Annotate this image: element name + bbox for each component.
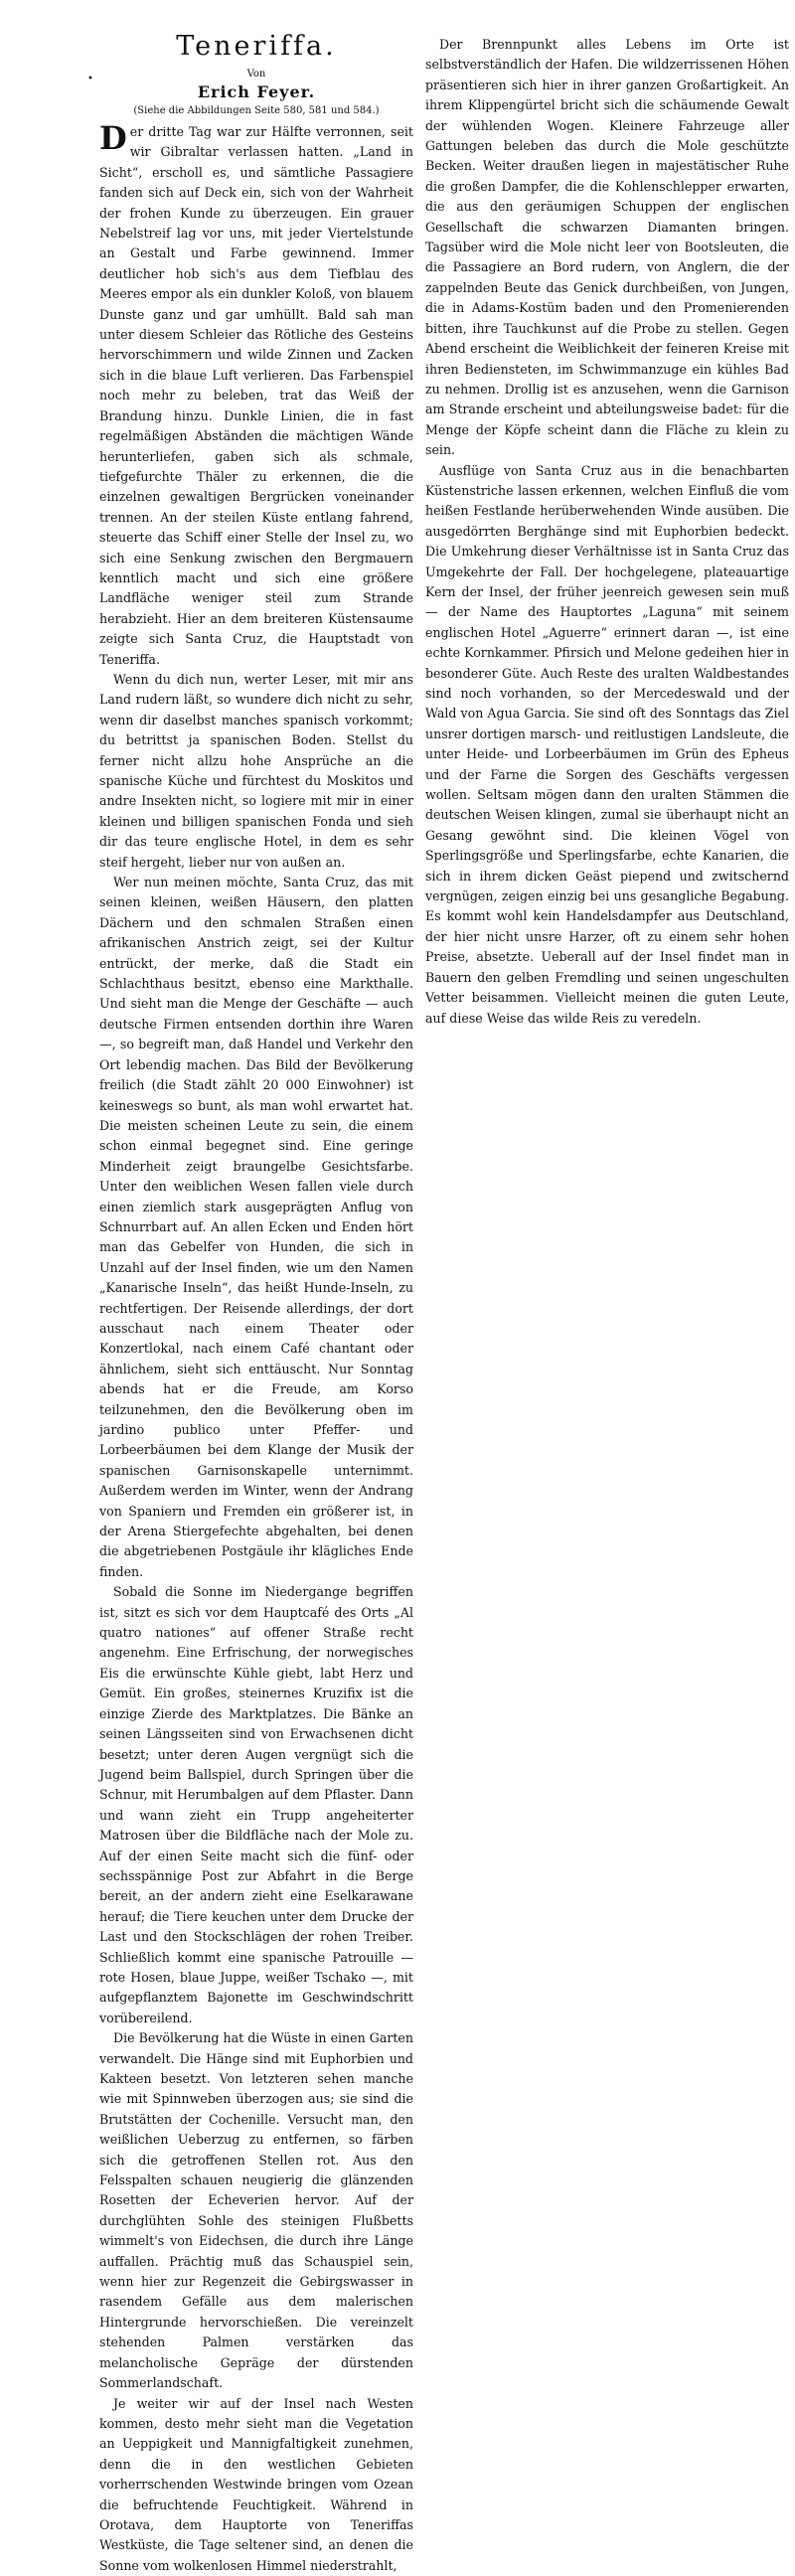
- figure-note: (Siehe die Abbildungen Seite 580, 581 und 584.): [99, 102, 413, 120]
- paragraph: [99, 2394, 413, 2576]
- paragraph-text: Je weiter wir auf der Insel nach Westen kommen, desto mehr sieht man die Vegetation an Ueppigkeit und Mannigfaltigkeit zunehmen, denn die in den westlichen Gebieten vorherrschenden Westwinde bringen vom Ozean die befruchtende Feuchtigkeit. Während in Orotava, dem Hauptorte von Teneriffas Westküste, die Tage seltener sind, an denen die Sonne vom wolkenlosen Himmel niederstrahlt,: [99, 2396, 413, 2573]
- paragraph: [425, 461, 789, 1029]
- left-column-body: [99, 122, 413, 2576]
- paragraph: [425, 35, 789, 461]
- article-author: Erich Feyer.: [99, 82, 413, 102]
- paragraph-text: Die Bevölkerung hat die Wüste in einen Garten verwandelt. Die Hänge sind mit Euphorbien und Kakteen besetzt. Von letzteren sehen manche wie mit Spinnweben überzogen aus; sie sind die Brutstätten der Cochenille. Versucht man, den weißlichen Ueberzug zu entfernen, so färben sich die getroffenen Stellen rot. Aus den Felsspalten schauen neugierig die glänzenden Rosetten der Echeverien hervor. Auf der durchglühten Sohle des steinigen Flußbetts wimmelt's von Eidechsen, die durch ihre Länge auffallen. Prächtig muß das Schauspiel sein, wenn hier zur Regenzeit die Gebirgswasser in rasendem Gefälle aus dem malerischen Hintergrunde hervorschießen. Die vereinzelt stehenden Palmen verstärken das melancholische Gepräge der dürstenden Sommerlandschaft.: [99, 2030, 413, 2390]
- paragraph-text: Wer nun meinen möchte, Santa Cruz, das mit seinen kleinen, weißen Häusern, den platten Dächern und den schmalen Straßen einen afrikanischen Anstrich zeigt, sei der Kultur entrückt, der merke, daß die Stadt ein Schlachthaus besitzt, ebenso eine Markthalle. Und sieht man die Menge der Geschäfte — auch deutsche Firmen entsenden dorthin ihre Waren —, so begreift man, daß Handel und Verkehr den Ort lebendig machen. Das Bild der Bevölkerung freilich (die Stadt zählt 20 000 Einwohner) ist keineswegs so bunt, als man wohl erwartet hat. Die meisten scheinen Leute zu sein, die einem schon einmal begegnet sind. Eine geringe Minderheit zeigt braungelbe Gesichtsfarbe. Unter den weiblichen Wesen fallen viele durch einen ziemlich stark ausgeprägten Anflug von Schnurrbart auf. An allen Ecken und Enden hört man das Gebelfer von Hunden, die sich in Unzahl auf der Insel finden, wie um den Namen „Kanarische Inseln“, das heißt Hunde-Inseln, zu rechtfertigen. Der Reisende allerdings, der dort ausschaut nach einem Theater oder Konzertlokal, nach einem Café chantant oder ähnlichem, sieht sich enttäuscht. Nur Sonntag abends hat er die Freude, am Korso teilzunehmen, den die Bevölkerung oben im jardino publico unter Pfeffer- und Lorbeerbäumen bei dem Klange der Musik der spanischen Garnisonskapelle unternimmt. Außerdem werden im Winter, wenn der Andrang von Spaniern und Fremden ein größerer ist, in der Arena Stiergefechte abgehalten, bei denen die abgetriebenen Postgäule ihr klägliches Ende finden.: [99, 875, 413, 1579]
- paragraph-text: Sobald die Sonne im Niedergange begriffen ist, sitzt es sich vor dem Hauptcafé des Orts „Al quatro nationes“ auf offener Straße recht angenehm. Eine Erfrischung, der norwegisches Eis die erwünschte Kühle giebt, labt Herz und Gemüt. Ein großes, steinernes Kruzifix ist die einzige Zierde des Marktplatzes. Die Bänke an seinen Längsseiten sind von Erwachsenen dicht besetzt; unter deren Augen vergnügt sich die Jugend beim Ballspiel, durch Springen über die Schnur, mit Herumbalgen auf dem Pflaster. Dann und wann zieht ein Trupp angeheiterter Matrosen über die Bildfläche nach der Mole zu. Auf der einen Seite macht sich die fünf- oder sechsspännige Post zur Abfahrt in die Berge bereit, an der andern zieht eine Eselkarawane herauf; die Tiere keuchen unter dem Drucke der Last und den Stockschlägen der rohen Treiber. Schließlich kommt eine spanische Patrouille — rote Hosen, blaue Juppe, weißer Tschako —, mit aufgepflanztem Bajonette im Geschwindschritt vorübereilend.: [99, 1584, 413, 2025]
- drop-cap: D: [99, 124, 127, 152]
- article-header: [99, 31, 413, 120]
- right-column: [425, 35, 789, 1029]
- margin-mark: •: [87, 74, 93, 84]
- paragraph-text: Ausflüge von Santa Cruz aus in die benachbarten Küstenstriche lassen erkennen, welchen Einfluß die vom heißen Festlande herüberwehenden Winde ausüben. Die ausgedörrten Berghänge sind mit Euphorbien bedeckt. Die Umkehrung dieser Verhältnisse ist in Santa Cruz das Umgekehrte der Fall. Der hochgelegene, plateauartige Kern der Insel, der früher jeenreich gewesen sein muß — der Name des Hauptortes „Laguna“ mit seinem englischen Hotel „Aguerre“ erinnert daran —, ist eine echte Kornkammer. Pfirsich und Melone gedeihen hier in besonderer Güte. Auch Reste des uralten Waldbestandes sind noch vorhanden, so der Mercedeswald und der Wald von Agua Garcia. Sie sind oft des Sonntags das Ziel unsrer dortigen marsch- und reitlustigen Landsleute, die unter Heide- und Lorbeerbäumen im Grün des Epheus und der Farne die Sorgen des Geschäfts vergessen wollen. Seltsam mögen dann den uralten Stämmen die deutschen Weisen klingen, zumal sie überhaupt nicht an Gesang gewöhnt sind. Die kleinen Vögel von Sperlingsgröße und Sperlingsfarbe, echte Kanarien, die sich in ihrem dicken Geäst piepend und zwitschernd vergnügen, zeigen einzig bei uns gesangliche Begabung. Es kommt wohl kein Handelsdampfer aus Deutschland, der hier nicht unsre Harzer, oft zu einem sehr hohen Preise, absetzte. Ueberall auf der Insel findet man in Bauern den gelben Fremdling und seinen ungeschulten Vetter beisammen. Vielleicht meinen die guten Leute, auf diese Weise das wilde Reis zu veredeln.: [425, 463, 789, 1026]
- article-title: Teneriffa.: [99, 31, 413, 63]
- left-column: [99, 35, 413, 2576]
- paragraph: [99, 873, 413, 1582]
- paragraph-text: Der Brennpunkt alles Lebens im Orte ist selbstverständlich der Hafen. Die wildzerrissenen Höhen präsentieren sich hier in ihrer ganzen Großartigkeit. An ihrem Klippengürtel bricht sich die schäumende Gewalt der wühlenden Wogen. Kleinere Fahrzeuge aller Gattungen beleben das durch die Mole geschützte Becken. Weiter draußen liegen in majestätischer Ruhe die großen Dampfer, die die Kohlenschlepper erwarten, die aus den geräumigen Schuppen der englischen Gesellschaft die schwarzen Diamanten bringen. Tagsüber wird die Mole nicht leer von Bootsleuten, die die Passagiere an Bord rudern, von Anglern, die der zappelnden Beute das Genick durchbeißen, von Jungen, die in Adams-Kostüm baden und den Promenierenden bitten, ihre Tauchkunst auf die Probe zu stellen. Gegen Abend erscheint die Weiblichkeit der feineren Kreise mit ihren Bediensteten, im Schwimmanzuge ein kühles Bad zu nehmen. Drollig ist es anzusehen, wenn die Garnison am Strande erscheint und abteilungsweise badet: für die Menge der Köpfe scheint dann die Fläche zu klein zu sein.: [425, 37, 789, 457]
- paragraph: [99, 670, 413, 873]
- paragraph-text: er dritte Tag war zur Hälfte verronnen, seit wir Gibraltar verlassen hatten. „Land in Sicht“, erscholl es, und sämtliche Passagiere fanden sich auf Deck ein, sich von der Wahrheit der frohen Kunde zu überzeugen. Ein grauer Nebelstreif lag vor uns, mit jeder Viertelstunde an Gestalt und Farbe gewinnend. Immer deutlicher hob sich's aus dem Tiefblau des Meeres empor als ein dunkler Koloß, von blauem Dunste ganz und gar umhüllt. Bald sah man unter diesem Schleier das Rötliche des Gesteins hervorschimmern und wilde Zinnen und Zacken sich in die blaue Luft verlieren. Das Farbenspiel noch mehr zu beleben, trat das Weiß der Brandung hinzu. Dunkle Linien, die in fast regelmäßigen Abständen die mächtigen Wände herunterliefen, gaben sich als schmale, tiefgefurchte Thäler zu erkennen, die die einzelnen gewaltigen Bergrücken voneinander trennen. An der steilen Küste entlang fahrend, steuerte das Schiff einer Stelle der Insel zu, wo sich eine Senkung zwischen den Bergmauern kenntlich macht und sich eine größere Landfläche weniger steil zum Strande herabzieht. Hier an dem breiteren Küstensaume zeigte sich Santa Cruz, die Hauptstadt von Teneriffa.: [99, 124, 413, 667]
- paragraph: [99, 1582, 413, 2028]
- paragraph-text: Wenn du dich nun, werter Leser, mit mir ans Land rudern läßt, so wundere dich nicht zu sehr, wenn dir daselbst manches spanisch vorkommt; du betrittst ja spanischen Boden. Stellst du ferner nicht allzu hohe Ansprüche an die spanische Küche und fürchtest du Moskitos und andre Insekten nicht, so logiere mit mir in einer kleinen und billigen spanischen Fonda und sieh dir das teure englische Hotel, in dem es sehr steif hergeht, lieber nur von außen an.: [99, 672, 413, 870]
- paragraph: [99, 2028, 413, 2393]
- byline-prefix: Von: [99, 67, 413, 82]
- paragraph: [99, 122, 413, 670]
- right-column-body: [425, 35, 789, 1029]
